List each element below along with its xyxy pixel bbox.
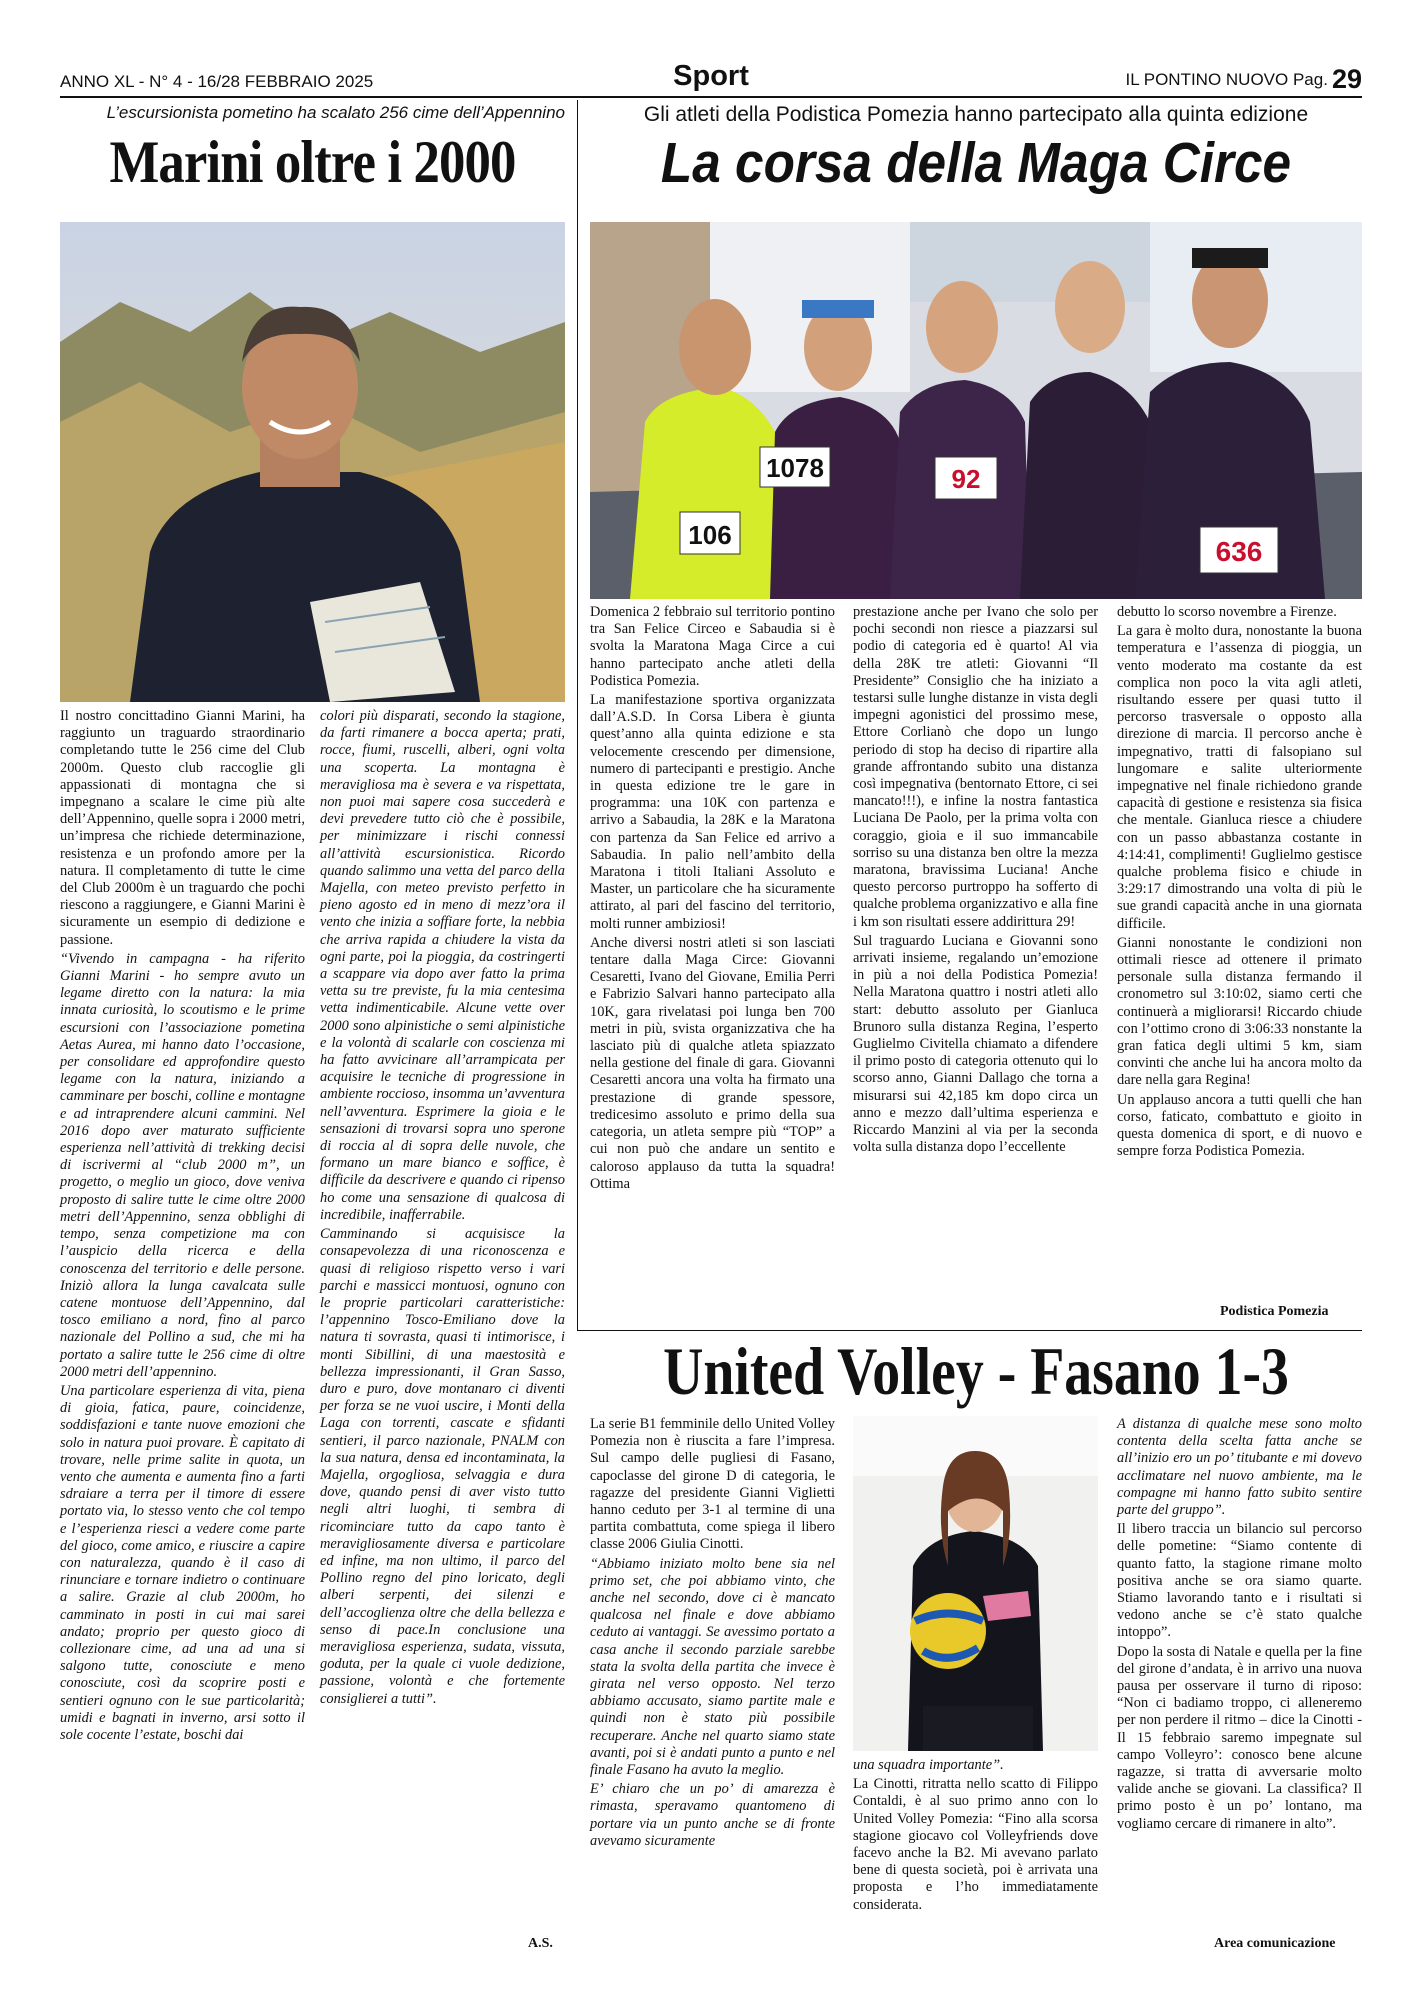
- volley-quote: “Abbiamo iniziato molto bene sia nel primo set, che poi abbiamo vinto, che anche nel secondo, dove ci è mancato qualcosa nel finale e dove abbiamo ceduto ai vantaggi. Se avessimo portato a casa anche il secondo parziale sarebbe stata la svolta della partita che invece è girata nel verso opposto. Nel terzo abbiamo accusato, siamo partite male e quindi non è stato più possibile recuperare. Anche nel quarto siamo state avanti, poi si è andati punto a punto e nel finale Fasano ha avuto la meglio.: [590, 1555, 835, 1779]
- volley-col-3: [1117, 1416, 1362, 1835]
- section-title: Sport: [673, 60, 749, 92]
- circe-paragraph: La manifestazione sportiva organizzata dall’A.S.D. In Corsa Libera è giunta quest’anno alla quinta edizione e sta velocemente crescendo per dimensione, numero di partecipanti e prestigio. Anche in questa edizione tre le gare in programma: una 10K con partenza e arrivo a Sabaudia, la 28K e la Maratona con partenza da San Felice ed arrivo a Sabaudia. In palio nell’ambito della Maratona i titoli Italiani Assoluto e Master, un particolare che ha sicuramente attirato, al pari del fascino del territorio, molti runner ambiziosi!: [590, 692, 835, 932]
- volley-paragraph: La serie B1 femminile dello United Volley Pomezia non è riuscita a fare l’impresa. Sul campo delle pugliesi di Fasano, capoclasse del girone D di categoria, le ragazze del presidente Gianni Viglietti hanno ceduto per 3-1 al termine di una partita combattuta, come spiega il libero classe 2006 Giulia Cinotti.: [590, 1416, 835, 1553]
- circe-paragraph: Un applauso ancora a tutti quelli che han corso, faticato, combattuto e gioito in questa domenica di sport, e di nuovo e sempre forza Podistica Pomezia.: [1117, 1091, 1362, 1160]
- volley-col-1: [590, 1416, 835, 1852]
- marini-photo: [60, 222, 565, 702]
- article-divider: [577, 1330, 1362, 1331]
- bib-number: 1078: [766, 453, 824, 483]
- circe-paragraph: La gara è molto dura, nonostante la buona temperatura e l’assenza di pioggia, un vento moderato ma costante da est complica non poco la vita agli atleti, risultando essere per quasi tutto il percorso trasversale o opposto alla direzione di marcia. Il percorso anche è impegnativo, tratti di falsopiano sul lungomare e salite ulteriormente impegnative nel finale richiedono grande capacità di gestione e resistenza sia fisica che mentale. Gianluca riesce a chiudere con un passo abbastanza costante in 4:14:41, complimenti! Guglielmo gestisce qualche problema fisico e chiude in 3:29:17 dimostrando una volta di più le sue grandi capacità anche in una giornata difficile.: [1117, 623, 1362, 932]
- column-divider: [577, 100, 578, 1330]
- marini-signature: A.S.: [528, 1936, 553, 1951]
- issue-info: ANNO XL - N° 4 - 16/28 FEBBRAIO 2025: [60, 72, 374, 91]
- volley-paragraph: Dopo la sosta di Natale e quella per la fine del girone d’andata, è in arrivo una nuova pausa per osservare il turno di riposo: “Non ci badiamo troppo, ci alleneremo per non perdere il ritmo – dice la Cinotti - Il 15 febbraio saremo impegnate sul campo Volleyro’: conosco bene alcune ragazze, si tratta di avversarie molto valide anche se giovani. La classifica? Il primo posto è un po’ lontano, ma vogliamo cercare di rimanere in alto”.: [1117, 1643, 1362, 1832]
- page-number: 29: [1331, 64, 1362, 94]
- circe-kicker: Gli atleti della Podistica Pomezia hanno partecipato alla quinta edizione: [643, 103, 1309, 126]
- volley-headline: United Volley - Fasano 1-3: [663, 1333, 1289, 1409]
- paper-name: [1125, 64, 1362, 95]
- bib-number: 636: [1215, 536, 1263, 567]
- volley-signature: Area comunicazione: [1214, 1936, 1336, 1951]
- marini-quote: Camminando si acquisisce la consapevolezza di una riconoscenza e quasi di religioso rispetto verso i vari parchi e massicci montuosi, ognuno con le proprie particolari caratteristiche: l’appennino Tosco-Emiliano dove la natura ti sovrasta, quasi ti intimorisce, i monti Sibillini, di una maestosità e bellezza impressionanti, il Gran Sasso, duro e puro, dove montanaro ci diventi per forza se ne vuoi uscire, i Monti della Laga con torrenti, cascate e sfidanti sentieri, il parco nazionale, PNALM con la sua natura, densa ed incontaminata, la Majella, orgogliosa, selvaggia e dura dove, quando pensi di aver visto tutto negli altri luoghi, ti sembra di ricominciare tutto da capo tanto è meravigliosamente diversa e particolare ed infine, ma non ultimo, il parco del Pollino regno del pino loricato, degli alberi serpenti, dei silenzi e dell’accoglienza oltre che della bellezza e senso di pace.In conclusione una meravigliosa esperienza, sudata, vissuta, goduta, per la quale ci vuole dedizione, passione, volontà e che fortemente consiglierei a tutti”.: [320, 1226, 565, 1707]
- marini-kicker: L’escursionista pometino ha scalato 256 cime dell’Appennino: [106, 103, 565, 122]
- circe-col-3: [1117, 604, 1362, 1163]
- circe-paragraph: Gianni nonostante le condizioni non ottimali riesce ad ottenere il primato personale sulla distanza fermando il cronometro sul 3:10:02, siamo certi che continuerà a migliorarsi! Riccardo chiude con l’ottimo crono di 3:06:33 nonstante la gran fatica degli ultimi 5 km, siam convinti che anche lui ha ancora molto da dare nella gara Regina!: [1117, 934, 1362, 1089]
- marini-col-2: [320, 708, 565, 1710]
- circe-col-1: [590, 604, 835, 1195]
- paper-label: IL PONTINO NUOVO Pag.: [1125, 70, 1328, 89]
- marini-quote: Una particolare esperienza di vita, piena di gioia, fatica, paure, coincidenze, soddisfazioni e tante nuove emozioni che solo in natura puoi provare. È capitato di trovare, nelle prime salite in quota, un vento che aumenta e aumenta fino a farti sdraiare a terra per il timore di essere portato via, lo stesso vento che col tempo e l’esperienza riesci a vedere come parte del gioco, come amico, e riuscire a capire con naturalezza, quando è il caso di rinunciare e tornare indietro o continuare a salire. Grazie al club 2000m, ho camminato in posti in cui mai sarei andato; proprio per questo gioco di collezionare cime, ad una ad una si salgono tutte, conosciute e meno conosciute, così da scoprire posti e sentieri ognuno con le sue particolarità; umidi e bagnati in inverno, arsi sotto il sole cocente l’estate, boschi dai: [60, 1382, 305, 1743]
- circe-col-2: [853, 604, 1098, 1159]
- marini-quote: colori più disparati, secondo la stagione, da farti rimanere a bocca aperta; prati, rocce, fiumi, ruscelli, alberi, ogni volta una scoperta. La montagna è meravigliosa ma è severa e va rispettata, non puoi mai sapere cosa succederà e devi prevedere tutto ciò che è possibile, per minimizzare i rischi connessi all’attività escursionistica. Ricordo quando salimmo una vetta del parco della Majella, con meteo previsto perfetto in pieno agosto ed in meno di mezz’ora il vento che inizia a soffiare forte, la nebbia che arriva rapida a chiudere la vista da ogni parte, poi la pioggia, da costringerti a scappare via dopo aver fatto la prima vetta su tre previste, fu la mia centesima vetta indimenticabile. Alcune vette over 2000 sono alpinistiche o semi alpinistiche e la volontà di scalarle con coscienza mi ha fatto avvicinare all’arrampicata per acquisire le tecniche di progressione in ambiente roccioso, insomma un’avventura nell’avventura. Esprimere la gioia e le sensazioni di trovarsi sopra uno sperone di roccia al di sopra delle nuvole, che formano un mare bianco e soffice, è difficile da descrivere e quando ci ripenso ho come una sensazione di qualcosa di incredibile, inafferrabile.: [320, 708, 565, 1223]
- marini-headline: Marini oltre i 2000: [109, 129, 516, 195]
- volley-quote: una squadra importante”.: [853, 1757, 1004, 1773]
- bib-number: 106: [688, 520, 732, 550]
- circe-photo: [590, 222, 1362, 599]
- volley-col-2: [853, 1757, 1098, 1916]
- circe-paragraph: Sul traguardo Luciana e Giovanni sono arrivati insieme, regalando un’emozione in più a noi della Podistica Pomezia! Nella Maratona quattro i nostri atleti allo start: debutto assoluto per Gianluca Brunoro sulla distanza Regina, l’esperto Guglielmo Civitella chiamato a difendere il primo posto di categoria ottenuto qui lo scorso anno, Gianni Dallago che torna a misurarsi sui 42,185 km dopo circa un anno e mezzo dall’ultima esperienza e Riccardo Manzini al via per la seconda volta sulla distanza dopo l’eccellente: [853, 932, 1098, 1156]
- volley-photo: [853, 1416, 1098, 1751]
- circe-paragraph: Anche diversi nostri atleti si son lasciati tentare dalla Maga Circe: Giovanni Cesaretti, Ivano del Giovane, Emilia Perri e Fabrizio Salvari hanno partecipato alla 10K, gara rivelatasi poi lunga ben 700 metri in più, svista organizzativa che ha lasciato più di qualche atleta spiazzato nella gestione del finale di gara. Giovanni Cesaretti ancora una volta ha firmato una prestazione di grande spessore, tredicesimo assoluto e primo della sua categoria, un atleta sempre più “TOP” a cui non può che andare un sentito e caloroso applauso da tutta la squadra! Ottima: [590, 934, 835, 1192]
- marini-col-1: [60, 708, 305, 1746]
- circe-paragraph: Domenica 2 febbraio sul territorio pontino tra San Felice Circeo e Sabaudia si è svolta la Maratona Maga Circe a cui hanno partecipato anche atleti della Podistica Pomezia.: [590, 604, 835, 689]
- page-header: [60, 60, 1362, 98]
- bib-number: 92: [951, 464, 981, 494]
- volley-paragraph: Il libero traccia un bilancio sul percorso delle pometine: “Siamo contente di quanto fatto, la stagione rimane molto positiva anche se ora siamo quarte. Stiamo lavorando tanto e i risultati si vedono anche se c’è stato qualche intoppo”.: [1117, 1521, 1362, 1641]
- circe-paragraph: debutto lo scorso novembre a Firenze.: [1117, 604, 1337, 620]
- circe-signature: Podistica Pomezia: [1220, 1304, 1329, 1319]
- marini-quote: “Vivendo in campagna - ha riferito Gianni Marini - ho sempre avuto un legame diretto con la natura: la mia innata curiosità, lo scoutismo e le prime escursioni con l’associazione pometina Aetas Aurea, mi hanno dato l’occasione, per consolidare ed approfondire questo legame con la natura, iniziando a camminare per boschi, colline e montagne e ad intraprendere alcuni cammini. Nel 2016 dopo aver maturato sufficiente esperienza nell’attività di trekking decisi di iscrivermi al “club 2000 m”, un progetto, o meglio un gioco, dove veniva proposto di salire tutte le cime oltre 2000 metri dell’Appennino, senza obblighi di tempo, senza competizione ma con l’auspicio della ricerca e della conoscenza del territorio e delle persone. Iniziò allora la lunga cavalcata sulle catene montuose dell’Appennino, dal tosco emiliano a nord, fino al parco nazionale del Pollino a sud, che mi ha portato a salire tutte le 256 cime di oltre 2000 metri dell’appennino.: [60, 950, 305, 1380]
- volley-paragraph: La Cinotti, ritratta nello scatto di Filippo Contaldi, è al suo primo anno con lo United Volley Pomezia: “Fino alla scorsa stagione giocavo col Volleyfriends dove facevo anche la B2. Mi avevano parlato bene di questa società, poi è arrivata una proposta e l’ho immediatamente considerata.: [853, 1776, 1098, 1913]
- circe-paragraph: prestazione anche per Ivano che solo per pochi secondi non riesce a piazzarsi sul podio di categoria ed è quarto! Al via della 28K tre atleti: Giovanni “Il Presidente” Consiglio che ha iniziato a testarsi sulle lunghe distanze in vista degli impegni agonistici del prossimo mese, Ettore Corlianò che dopo un lungo periodo di stop ha deciso di ripartire alla grande affrontando subito una distanza così impegnativa (bentornato Ettore, ci sei mancato!!!), e infine la nostra fantastica Luciana De Paolo, per la prima volta con coraggio, gioia e il suo immancabile sorriso su una distanza ben oltre la mezza maratona, bravissima Luciana! Anche questo percorso purtroppo ha sofferto di qualche problema organizzativo e alla fine i km son risultati essere addirittura 29!: [853, 604, 1098, 930]
- volley-quote: A distanza di qualche mese sono molto contenta della scelta fatta anche se all’inizio ero un po’ titubante e mi dovevo acclimatare nel nuovo ambiente, ma le compagne mi hanno fatto subito sentire parte del gruppo”.: [1117, 1416, 1362, 1519]
- marini-paragraph: Il nostro concittadino Gianni Marini, ha raggiunto un traguardo straordinario completando tutte le 256 cime del Club 2000m. Questo club raccoglie gli appassionati di montagna che si impegnano a scalare le cime più alte dell’Appennino, quelle sopra i 2000 metri, un’impresa che richiede determinazione, resistenza e un profondo amore per la natura. Il completamento di tutte le cime del Club 2000m è un traguardo che pochi riescono a raggiungere, e Gianni Marini è sicuramente un esempio di dedizione e passione.: [60, 708, 305, 948]
- volley-quote: E’ chiaro che un po’ di amarezza è rimasta, speravamo quantomeno di portare via un punto anche se di fronte avevamo sicuramente: [590, 1781, 835, 1849]
- circe-headline: La corsa della Maga Circe: [660, 131, 1292, 195]
